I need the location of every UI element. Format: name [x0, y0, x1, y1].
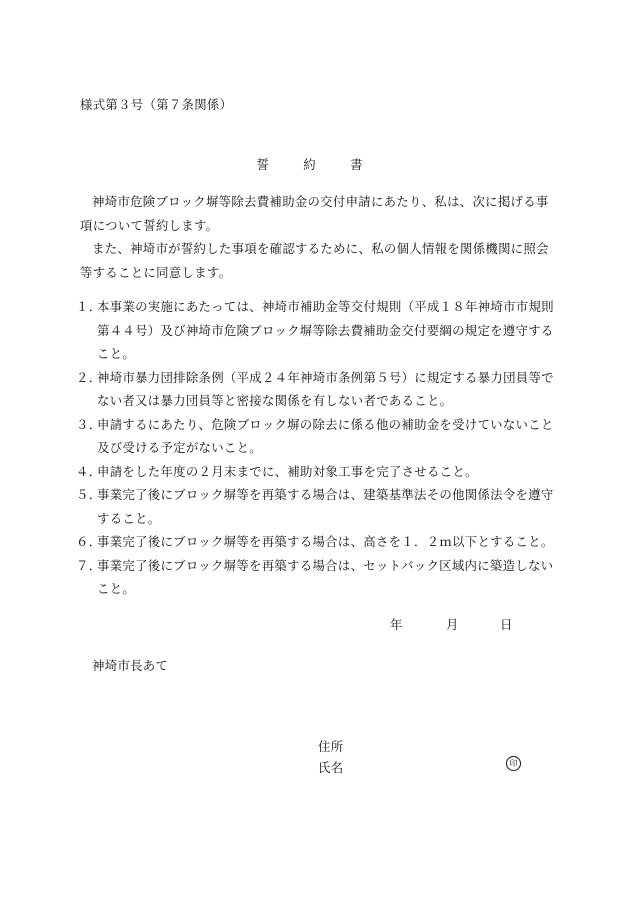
seal-mark: 印: [506, 756, 521, 771]
pledge-item: [76, 366, 555, 413]
date-month-label: 月: [446, 617, 459, 632]
form-number: 様式第３号（第７条関係）: [80, 97, 233, 112]
item-number: ４．: [76, 463, 102, 479]
pledge-item: [76, 295, 555, 366]
document-title: 誓 約 書: [256, 157, 374, 172]
item-number: ３．: [76, 416, 102, 432]
pledge-item: [76, 530, 555, 554]
date-day-label: 日: [500, 617, 513, 632]
item-number: ６．: [76, 534, 102, 549]
date-field: [390, 615, 520, 633]
pledge-items: [76, 295, 555, 601]
item-text: 神埼市暴力団排除条例（平成２４年神埼市条例第５号）に規定する暴力団員等でない者又は暴力団員等と密接な関係を有しない者であること。: [97, 369, 554, 408]
intro-paragraph: 神埼市危険ブロック塀等除去費補助金の交付申請にあたり、私は、次に掲げる事項について誓約します。: [80, 194, 549, 233]
item-text: 本事業の実施にあたっては、神埼市補助金等交付規則（平成１８年神埼市市規則第４４号）及び神埼市危険ブロック塀等除去費補助金交付要綱の規定を遵守すること。: [97, 299, 554, 361]
name-label: 氏名: [318, 760, 344, 775]
pledge-item: [76, 554, 555, 601]
addressee: 神埼市長あて: [92, 658, 169, 673]
item-number: ２．: [76, 369, 102, 385]
item-text: 事業完了後にブロック塀等を再築する場合は、セットバック区域内に築造しないこと。: [97, 557, 554, 596]
pledge-item: [76, 483, 555, 530]
item-text: 申請をした年度の２月末までに、補助対象工事を完了させること。: [97, 463, 478, 479]
item-text: 事業完了後にブロック塀等を再築する場合は、高さを１．２ｍ以下とすること。: [97, 534, 554, 549]
item-number: ５．: [76, 487, 102, 502]
pledge-item: [76, 413, 555, 460]
address-label: 住所: [318, 739, 344, 754]
item-text: 申請するにあたり、危険ブロック塀の除去に係る他の補助金を受けていないこと及び受ける予定がないこと。: [97, 416, 554, 455]
pledge-item: [76, 460, 555, 484]
item-number: １．: [76, 299, 102, 314]
date-year-label: 年: [390, 617, 403, 632]
item-text: 事業完了後にブロック塀等を再築する場合は、建築基準法その他関係法令を遵守すること。: [97, 487, 554, 526]
intro-section: [80, 190, 555, 284]
intro-paragraph: また、神埼市が誓約した事項を確認するために、私の個人情報を関係機関に照会等することに同意します。: [80, 241, 549, 280]
item-number: ７．: [76, 557, 102, 573]
